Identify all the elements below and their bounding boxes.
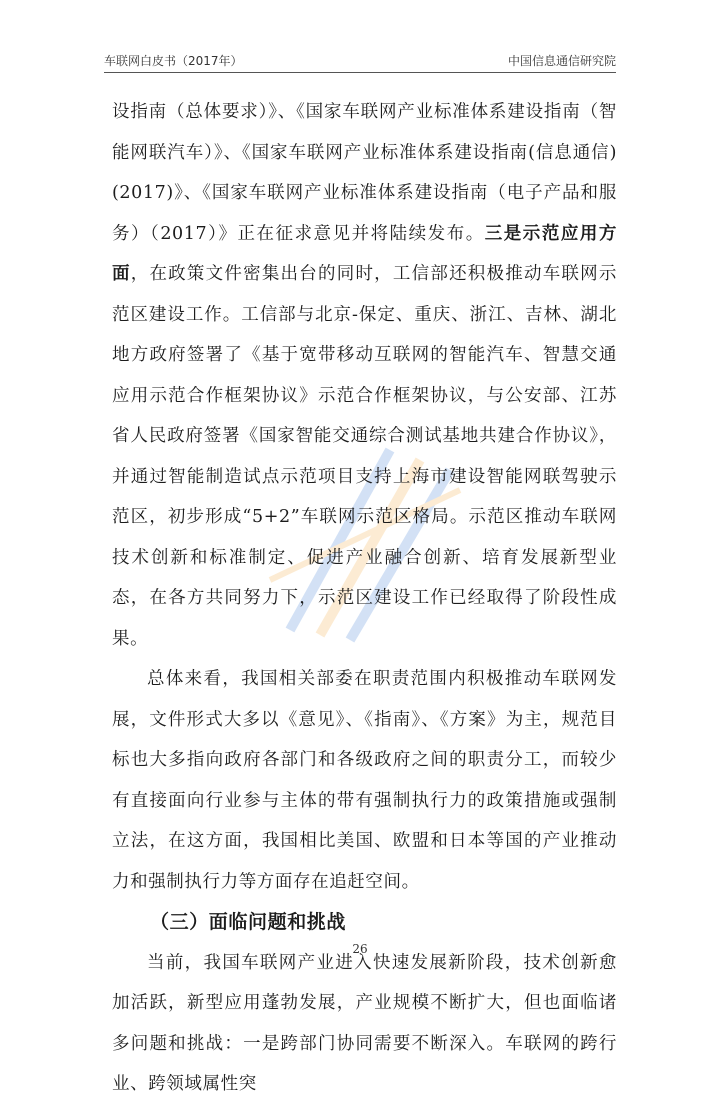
demonstration-heading: 三是示范应用方面 — [112, 223, 617, 284]
paragraph-summary: 总体来看，我国相关部委在职责范围内积极推动车联网发展，文件形式大多以《意见》、《指南》、《方案》为主，规范目标也大多指向政府各部门和各级政府之间的职责分工，而较少有直接面向行业参与主体的带有强制执行力的政策措施或强制立法，在这方面，我国相比美国、欧盟和日本等国的产业推动力和强制执行力等方面存在追赶空间。 — [112, 669, 617, 892]
page-header — [104, 48, 616, 70]
header-divider — [104, 72, 616, 73]
paragraph-demonstration-lead: 设指南（总体要求）》、《国家车联网产业标准体系建设指南（智能网联汽车）》、《国家车联网产业标准体系建设指南(信息通信)(2017)》、《国家车联网产业标准体系建设指南（电子产品和服务）（2017）》正在征求意见并将陆续发布。 — [112, 102, 617, 244]
page-number: 26 — [352, 942, 368, 956]
paragraph-challenges: 当前，我国车联网产业进入快速发展新阶段，技术创新愈加活跃，新型应用蓬勃发展，产业规模不断扩大，但也面临诸多问题和挑战：一是跨部门协同需要不断深入。车联网的跨行业、跨领域属性突 — [112, 952, 617, 1094]
paragraph-demonstration-body: ，在政策文件密集出台的同时，工信部还积极推动车联网示范区建设工作。工信部与北京-保定、重庆、浙江、吉林、湖北地方政府签署了《基于宽带移动互联网的智能汽车、智慧交通应用示范合作框架协议》示范合作框架协议，与公安部、江苏省人民政府签署《国家智能交通综合测试基地共建合作协议》，并通过智能制造试点示范项目支持上海市建设智能网联驾驶示范区，初步形成“5+2”车联网示范区格局。示范区推动车联网技术创新和标准制定、促进产业融合创新、培育发展新型业态，在各方共同努力下，示范区建设工作已经取得了阶段性成果。 — [112, 264, 617, 649]
paragraph-demonstration — [112, 92, 617, 659]
header-title: 车联网白皮书（2017年） — [104, 54, 243, 68]
header-organization: 中国信息通信研究院 — [507, 54, 616, 68]
section-heading: （三）面临问题和挑战 — [150, 911, 347, 933]
